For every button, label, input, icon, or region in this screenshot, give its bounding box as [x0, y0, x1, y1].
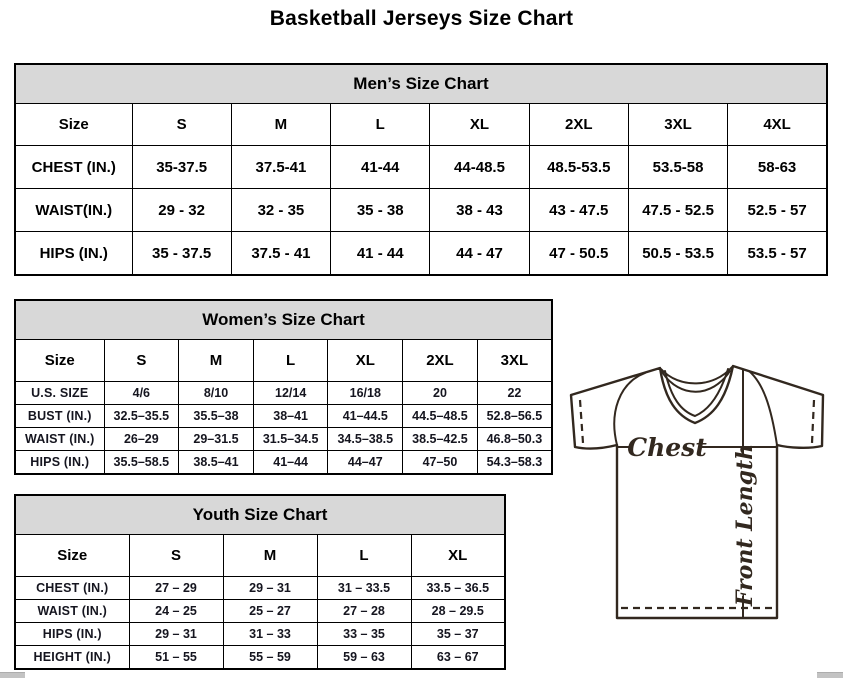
horizontal-scrollbar-right-fragment[interactable]	[817, 672, 843, 678]
size-value-cell: 41 - 44	[331, 232, 430, 276]
row-label: WAIST (IN.)	[15, 600, 129, 623]
table-row	[15, 600, 505, 623]
size-value-cell: 51 – 55	[129, 646, 223, 670]
size-value-cell: 38–41	[253, 405, 328, 428]
size-value-cell: 12/14	[253, 382, 328, 405]
size-value-cell: 53.5 - 57	[728, 232, 827, 276]
womens-column-header-3xl: 3XL	[477, 340, 552, 382]
size-value-cell: 44 - 47	[430, 232, 529, 276]
front-length-label: Front Length	[732, 443, 758, 607]
mens-column-header-4xl: 4XL	[728, 104, 827, 146]
mens-chart-title: Men’s Size Chart	[15, 64, 827, 104]
jersey-outline	[571, 366, 823, 618]
size-value-cell: 41–44	[253, 451, 328, 475]
size-value-cell: 24 – 25	[129, 600, 223, 623]
table-row	[15, 146, 827, 189]
size-value-cell: 44–47	[328, 451, 403, 475]
table-row	[15, 428, 552, 451]
womens-column-header-2xl: 2XL	[403, 340, 478, 382]
table-row	[15, 623, 505, 646]
size-value-cell: 37.5 - 41	[231, 232, 330, 276]
womens-column-header-m: M	[179, 340, 254, 382]
row-label: HIPS (IN.)	[15, 232, 132, 276]
size-value-cell: 44-48.5	[430, 146, 529, 189]
size-value-cell: 31 – 33.5	[317, 577, 411, 600]
table-row	[15, 451, 552, 475]
size-value-cell: 20	[403, 382, 478, 405]
size-value-cell: 48.5-53.5	[529, 146, 628, 189]
youth-column-header-s: S	[129, 535, 223, 577]
row-label: CHEST (IN.)	[15, 146, 132, 189]
size-value-cell: 43 - 47.5	[529, 189, 628, 232]
size-value-cell: 47 - 50.5	[529, 232, 628, 276]
mens-column-header-xl: XL	[430, 104, 529, 146]
table-row	[15, 189, 827, 232]
size-value-cell: 31 – 33	[223, 623, 317, 646]
mens-column-header-2xl: 2XL	[529, 104, 628, 146]
size-value-cell: 27 – 28	[317, 600, 411, 623]
size-value-cell: 35.5–58.5	[104, 451, 179, 475]
womens-column-header-s: S	[104, 340, 179, 382]
size-value-cell: 8/10	[179, 382, 254, 405]
size-value-cell: 16/18	[328, 382, 403, 405]
table-row	[15, 646, 505, 670]
horizontal-scrollbar-left-fragment[interactable]	[0, 672, 25, 678]
row-label: WAIST(IN.)	[15, 189, 132, 232]
table-row	[15, 405, 552, 428]
size-value-cell: 29 – 31	[223, 577, 317, 600]
mens-column-header-3xl: 3XL	[628, 104, 727, 146]
size-value-cell: 32 - 35	[231, 189, 330, 232]
size-value-cell: 35 - 37.5	[132, 232, 231, 276]
womens-column-header-size: Size	[15, 340, 104, 382]
row-label: CHEST (IN.)	[15, 577, 129, 600]
size-value-cell: 52.8–56.5	[477, 405, 552, 428]
row-label: HIPS (IN.)	[15, 451, 104, 475]
size-value-cell: 37.5-41	[231, 146, 330, 189]
youth-column-header-l: L	[317, 535, 411, 577]
youth-chart-title: Youth Size Chart	[15, 495, 505, 535]
size-value-cell: 38.5–42.5	[403, 428, 478, 451]
size-value-cell: 32.5–35.5	[104, 405, 179, 428]
mens-column-header-l: L	[331, 104, 430, 146]
size-value-cell: 54.3–58.3	[477, 451, 552, 475]
jersey-measurement-diagram	[561, 358, 833, 636]
mens-column-header-s: S	[132, 104, 231, 146]
size-value-cell: 38.5–41	[179, 451, 254, 475]
size-value-cell: 34.5–38.5	[328, 428, 403, 451]
size-value-cell: 22	[477, 382, 552, 405]
row-label: HIPS (IN.)	[15, 623, 129, 646]
row-label: WAIST (IN.)	[15, 428, 104, 451]
page-title: Basketball Jerseys Size Chart	[269, 7, 574, 30]
size-value-cell: 26–29	[104, 428, 179, 451]
mens-size-table	[14, 63, 828, 276]
size-value-cell: 41–44.5	[328, 405, 403, 428]
mens-column-header-m: M	[231, 104, 330, 146]
womens-column-header-l: L	[253, 340, 328, 382]
size-value-cell: 46.8–50.3	[477, 428, 552, 451]
table-row	[15, 577, 505, 600]
chest-label: Chest	[627, 433, 707, 462]
womens-size-table	[14, 299, 553, 475]
size-value-cell: 47–50	[403, 451, 478, 475]
size-value-cell: 50.5 - 53.5	[628, 232, 727, 276]
size-value-cell: 4/6	[104, 382, 179, 405]
size-value-cell: 28 – 29.5	[411, 600, 505, 623]
womens-column-header-xl: XL	[328, 340, 403, 382]
row-label: BUST (IN.)	[15, 405, 104, 428]
size-value-cell: 53.5-58	[628, 146, 727, 189]
size-value-cell: 35 - 38	[331, 189, 430, 232]
size-value-cell: 63 – 67	[411, 646, 505, 670]
table-row	[15, 382, 552, 405]
size-value-cell: 31.5–34.5	[253, 428, 328, 451]
size-value-cell: 29–31.5	[179, 428, 254, 451]
size-value-cell: 35-37.5	[132, 146, 231, 189]
size-value-cell: 27 – 29	[129, 577, 223, 600]
table-row	[15, 232, 827, 276]
youth-column-header-m: M	[223, 535, 317, 577]
size-value-cell: 29 - 32	[132, 189, 231, 232]
size-value-cell: 55 – 59	[223, 646, 317, 670]
youth-size-table	[14, 494, 506, 670]
row-label: U.S. SIZE	[15, 382, 104, 405]
size-value-cell: 35.5–38	[179, 405, 254, 428]
size-value-cell: 38 - 43	[430, 189, 529, 232]
size-value-cell: 47.5 - 52.5	[628, 189, 727, 232]
size-value-cell: 41-44	[331, 146, 430, 189]
size-value-cell: 59 – 63	[317, 646, 411, 670]
size-value-cell: 58-63	[728, 146, 827, 189]
size-value-cell: 25 – 27	[223, 600, 317, 623]
size-value-cell: 44.5–48.5	[403, 405, 478, 428]
size-value-cell: 29 – 31	[129, 623, 223, 646]
youth-column-header-xl: XL	[411, 535, 505, 577]
size-value-cell: 35 – 37	[411, 623, 505, 646]
size-value-cell: 33 – 35	[317, 623, 411, 646]
row-label: HEIGHT (IN.)	[15, 646, 129, 670]
womens-chart-title: Women’s Size Chart	[15, 300, 552, 340]
size-value-cell: 52.5 - 57	[728, 189, 827, 232]
size-value-cell: 33.5 – 36.5	[411, 577, 505, 600]
youth-column-header-size: Size	[15, 535, 129, 577]
mens-column-header-size: Size	[15, 104, 132, 146]
